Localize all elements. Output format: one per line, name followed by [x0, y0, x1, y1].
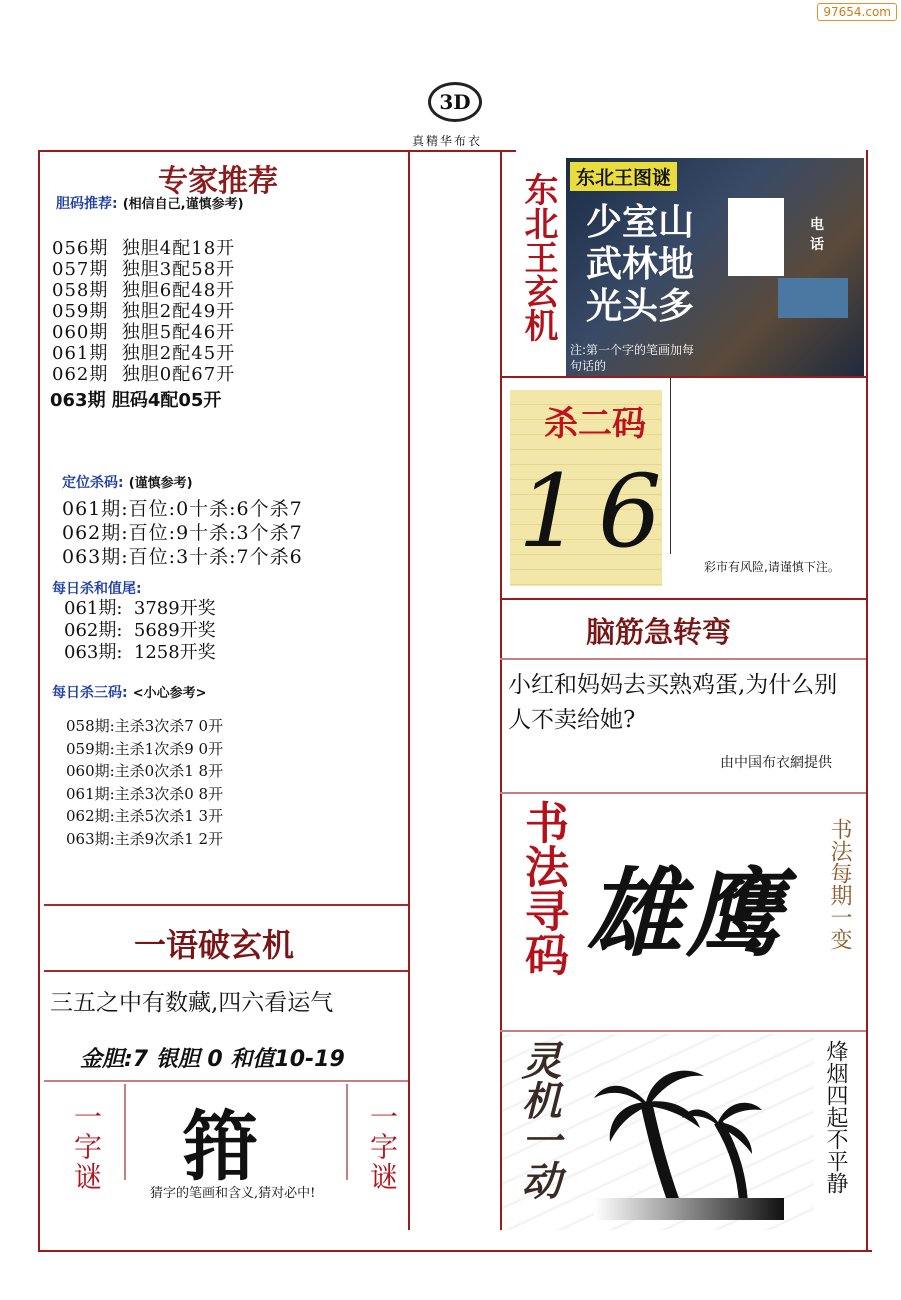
- brain-rule-mid: [500, 658, 866, 660]
- poster-line-1: 少室山: [586, 201, 695, 243]
- lingji-poem: 烽烟四起不平静: [823, 1040, 848, 1194]
- poster-title: 东北王图谜: [570, 162, 677, 191]
- poster-note: 注:第一个字的笔画加每句话的: [570, 343, 695, 373]
- palm-tree-icon: [594, 1058, 784, 1230]
- lingji-rule-top: [500, 1030, 866, 1032]
- dongbei-poster: [566, 158, 864, 376]
- zimi-note: 猜字的笔画和含义,猜对必中!: [150, 1186, 316, 1201]
- brand-name: 真精华布衣: [412, 134, 483, 148]
- lingji-side-title: 灵机一动: [515, 1040, 562, 1200]
- list-item: 062期:主杀5次杀1 3开: [66, 807, 224, 825]
- poster-line-3: 光头多: [586, 285, 695, 327]
- shaerma-digit-1: 1: [518, 453, 582, 570]
- poster-line-2: 武林地: [586, 243, 695, 285]
- poster-phone-label: 电话: [810, 217, 824, 253]
- pos-kill-list: [62, 497, 303, 569]
- list-item: 059期:主杀1次杀9 0开: [66, 739, 224, 758]
- list-item: 062期 独胆0配67开: [52, 364, 236, 385]
- poster-white-patch: [728, 198, 784, 276]
- brain-rule-top: [500, 598, 866, 600]
- zimi-char: 箝: [182, 1102, 258, 1191]
- dan-current: 063期 胆码4配05开: [50, 390, 222, 411]
- shaerma-divider: [670, 378, 671, 554]
- list-item: 057期 独胆3配58开: [52, 259, 236, 280]
- yiyu-rule-top: [44, 904, 408, 906]
- yiyu-title: 一语破玄机: [134, 926, 295, 964]
- list-item: 063期:主杀9次杀1 2开: [66, 829, 224, 848]
- list-item: 062期:百位:9十杀:3个杀7: [62, 522, 303, 544]
- top-rule-left: [38, 150, 516, 152]
- list-item: 061期:主杀3次杀0 8开: [66, 784, 224, 803]
- brain-title: 脑筋急转弯: [586, 615, 732, 649]
- yiyu-text: 三五之中有数藏,四六看运气: [50, 990, 334, 1016]
- poster-blue-patch: [778, 278, 848, 318]
- site-watermark[interactable]: 97654.com: [817, 3, 897, 21]
- brain-credit: 由中国布衣網提供: [720, 755, 832, 771]
- logo-text: 3D: [439, 90, 471, 114]
- right-rule-1: [500, 376, 866, 378]
- dan-note: (相信自己,谨慎参考): [122, 197, 244, 212]
- list-item: 061期 独胆2配45开: [52, 343, 236, 364]
- frame-left: [38, 150, 40, 1250]
- list-item: 063期:百位:3十杀:7个杀6: [62, 546, 303, 568]
- dan-history-list: [52, 238, 235, 385]
- list-item: 058期:主杀3次杀7 0开: [66, 717, 224, 735]
- three-label: 每日杀三码:: [52, 685, 128, 701]
- shaerma-digit-2: 6: [598, 453, 662, 570]
- dan-label: 胆码推荐:: [56, 196, 118, 212]
- pos-label: 定位杀码:: [62, 475, 124, 491]
- shufa-rule-top: [500, 792, 866, 794]
- shufa-calligraphy: 雄鹰: [586, 857, 786, 970]
- sum-label: 每日杀和值尾:: [52, 581, 142, 597]
- shaerma-card: [510, 390, 662, 586]
- shufa-note: 书法每期一变: [827, 818, 852, 950]
- shufa-side-title: 书法寻码: [517, 800, 568, 976]
- zimi-right-label: 一字谜: [366, 1102, 399, 1192]
- list-item: 060期 独胆5配46开: [52, 322, 236, 343]
- sum-kill-list: [64, 598, 216, 664]
- frame-right: [866, 150, 868, 1250]
- dongbei-side-title: 东北王玄机: [518, 172, 558, 342]
- bottom-rule: [38, 1250, 872, 1252]
- pos-header: [62, 472, 193, 492]
- list-item: 061期:百位:0十杀:6个杀7: [62, 498, 303, 520]
- three-kill-list: [66, 715, 223, 850]
- lingji-panel: [502, 1034, 814, 1230]
- brain-question: 小红和妈妈去买熟鸡蛋,为什么别人不卖给她?: [508, 672, 838, 733]
- list-item: 058期 独胆6配48开: [52, 280, 236, 301]
- yiyu-gold: 金胆:7 银胆 0 和值10-19: [80, 1047, 345, 1072]
- three-header: [52, 682, 207, 702]
- list-item: 059期 独胆2配49开: [52, 301, 236, 322]
- list-item: 060期:主杀0次杀1 8开: [66, 762, 224, 780]
- zimi-box: [124, 1084, 348, 1191]
- pos-note: (谨慎参考): [128, 476, 193, 491]
- zimi-left-label: 一字谜: [70, 1102, 103, 1192]
- list-item: 063期: 1258开奖: [64, 642, 216, 663]
- brand-logo: [428, 82, 482, 122]
- three-note: <小心参考>: [132, 686, 207, 701]
- dan-header: [56, 193, 244, 213]
- zimi-rule-top: [44, 1080, 408, 1082]
- shaerma-title: 杀二码: [544, 404, 646, 444]
- frame-mid-left: [408, 150, 410, 1230]
- shaerma-risk: 彩市有风险,请谨慎下注。: [704, 560, 840, 574]
- yiyu-rule-bottom: [44, 970, 408, 972]
- list-item: 061期: 3789开奖: [64, 598, 216, 619]
- expert-title: 专家推荐: [158, 164, 278, 199]
- list-item: 056期 独胆4配18开: [52, 238, 236, 259]
- list-item: 062期: 5689开奖: [64, 620, 216, 641]
